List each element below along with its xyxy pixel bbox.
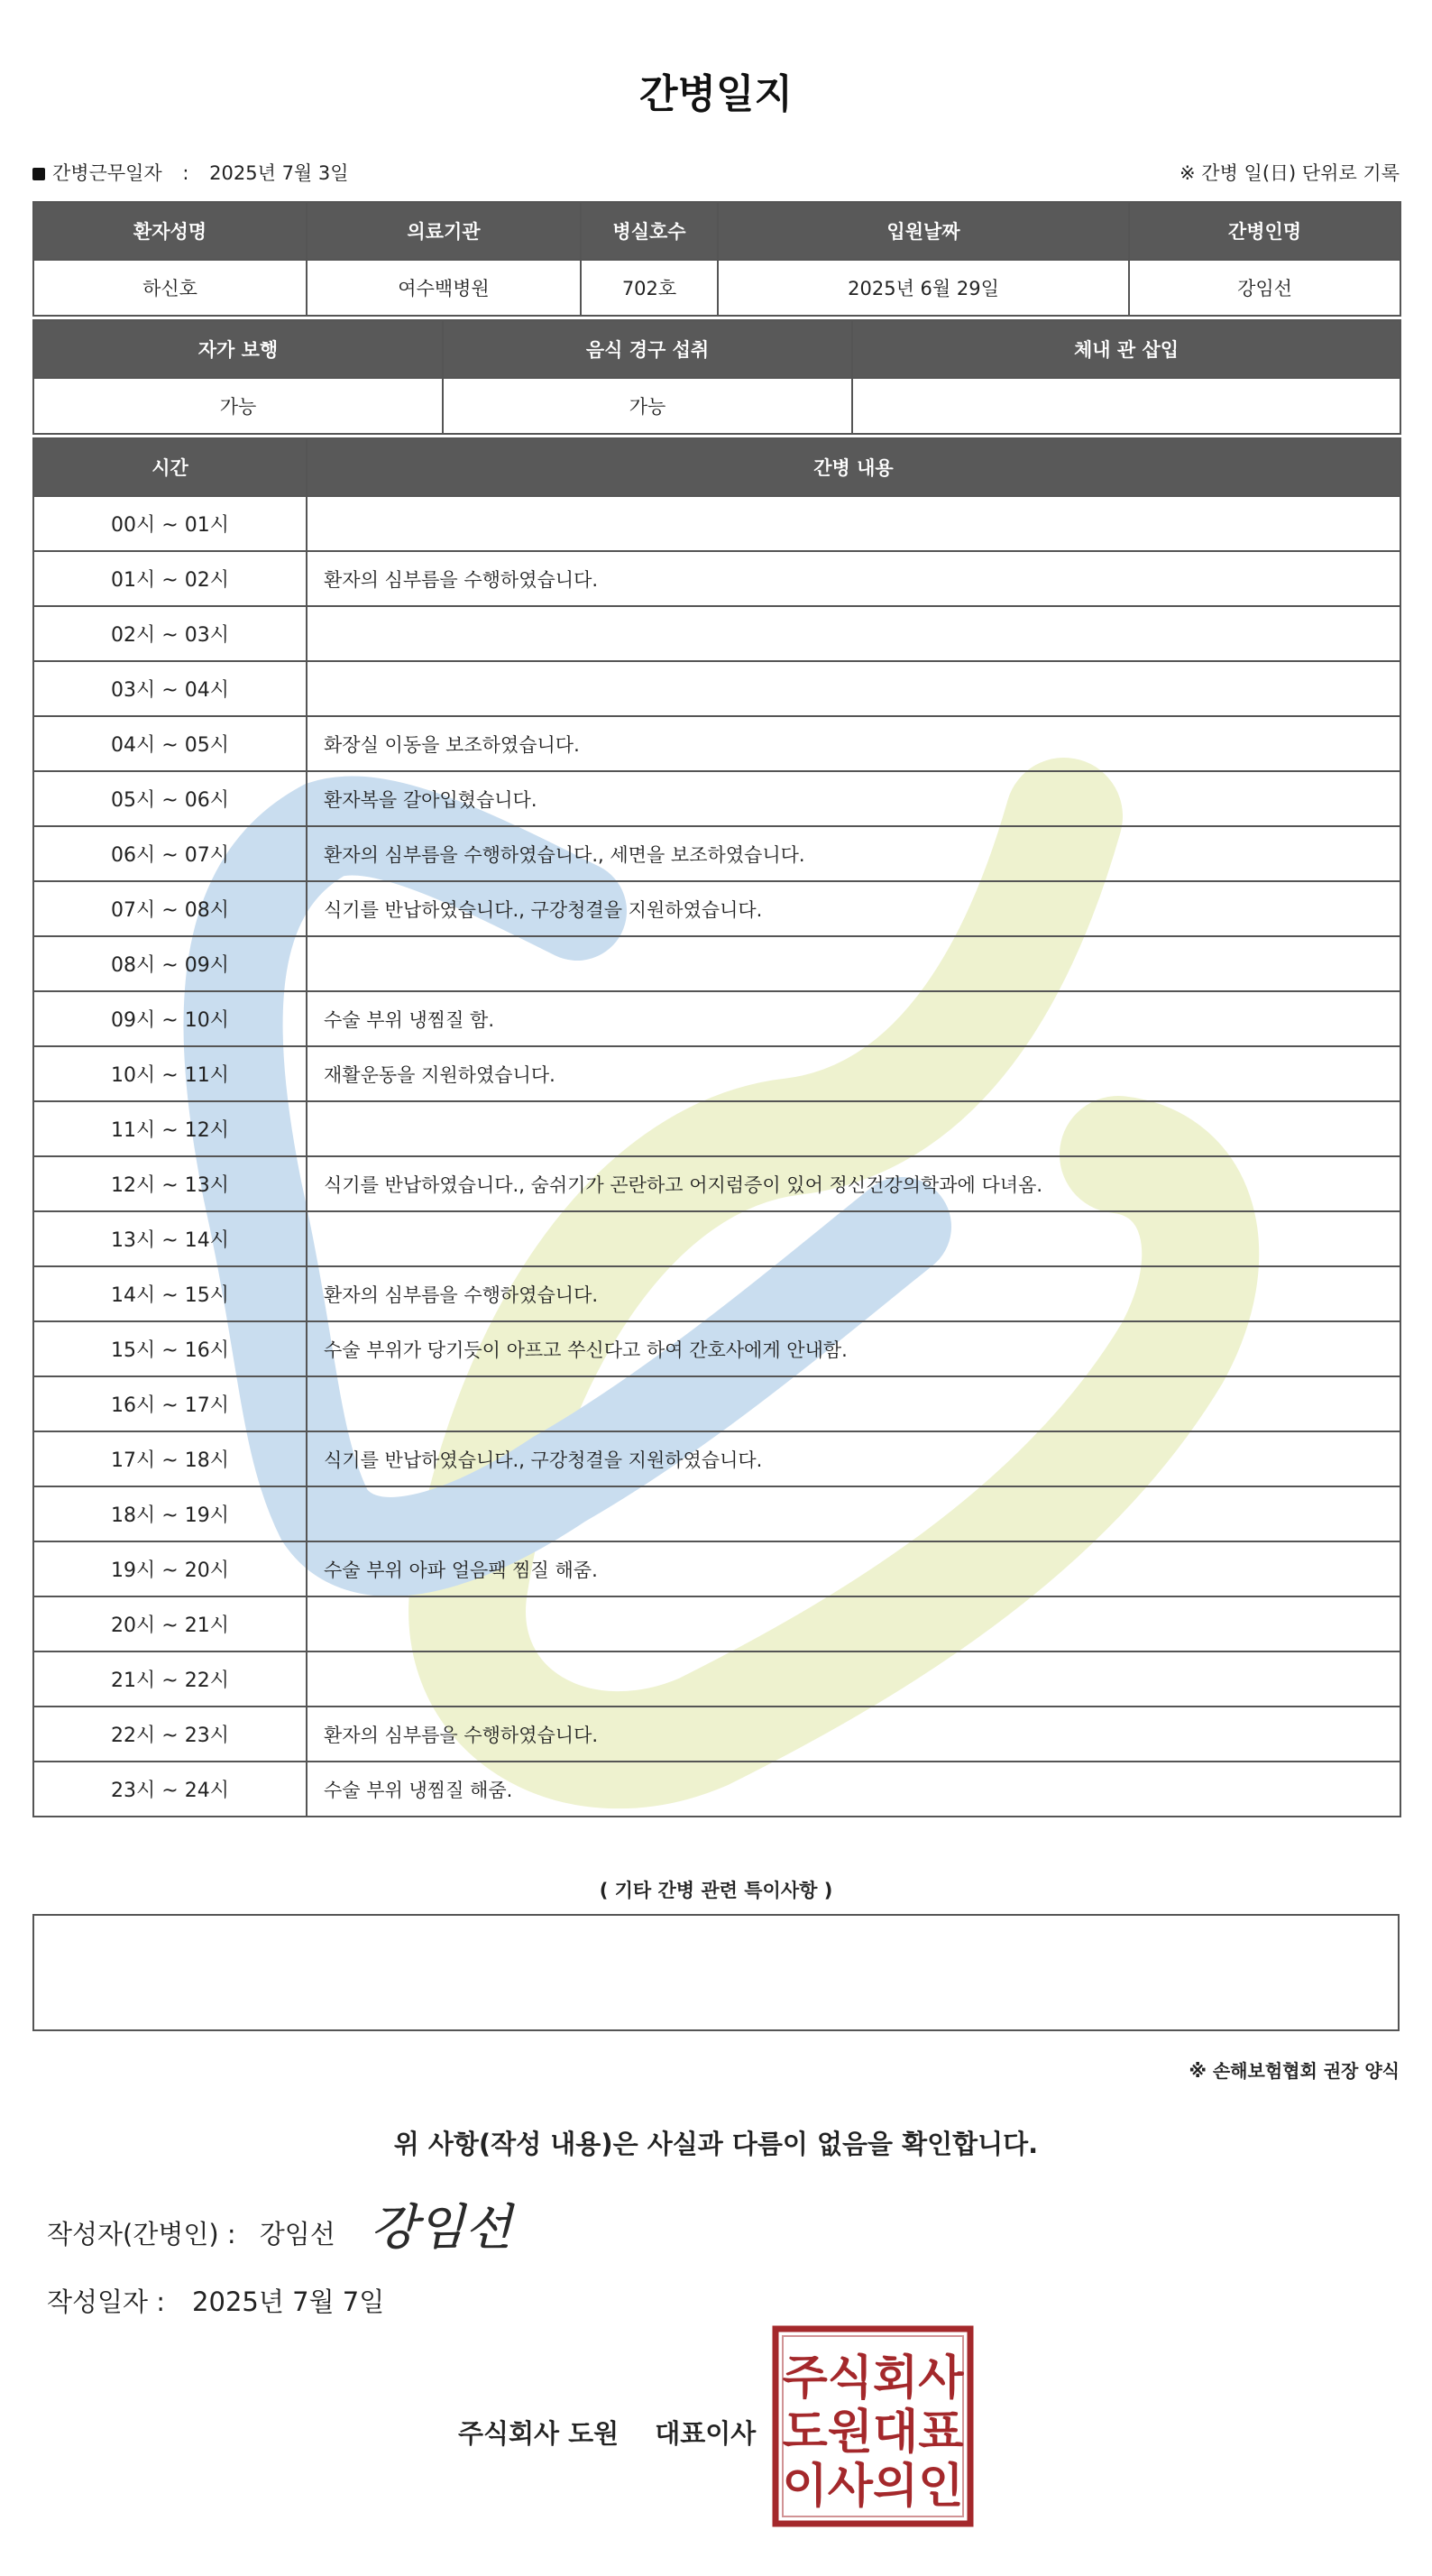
room-number: 702호 xyxy=(581,260,718,316)
header-admission-date: 입원날짜 xyxy=(718,202,1129,260)
row-content xyxy=(307,936,1400,991)
row-content: 화장실 이동을 보조하였습니다. xyxy=(307,716,1400,771)
row-content xyxy=(307,1101,1400,1156)
row-content: 수술 부위 냉찜질 함. xyxy=(307,991,1400,1046)
tube-insertion-value xyxy=(852,378,1400,434)
row-content: 재활운동을 지원하였습니다. xyxy=(307,1046,1400,1101)
row-time: 12시 ~ 13시 xyxy=(33,1156,307,1211)
document-title: 간병일지 xyxy=(638,71,793,117)
table-row xyxy=(33,1046,1400,1101)
status-table xyxy=(32,319,1401,435)
row-time: 16시 ~ 17시 xyxy=(33,1376,307,1431)
table-row xyxy=(33,606,1400,661)
row-content xyxy=(307,496,1400,551)
company-line xyxy=(458,2414,756,2451)
seal-line-1: 주식회사 xyxy=(782,2351,964,2406)
header-room: 병실호수 xyxy=(581,202,718,260)
row-content: 환자의 심부름을 수행하였습니다., 세면을 보조하였습니다. xyxy=(307,826,1400,881)
table-row xyxy=(33,771,1400,826)
seal-line-3: 이사의인 xyxy=(782,2460,964,2514)
row-content: 수술 부위 냉찜질 해줌. xyxy=(307,1762,1400,1817)
status-value-row xyxy=(33,378,1400,434)
patient-info-table xyxy=(32,201,1401,317)
table-row xyxy=(33,991,1400,1046)
table-row xyxy=(33,496,1400,551)
log-header-row xyxy=(33,438,1400,496)
recommend-note: ※ 손해보험협회 권장 양식 xyxy=(1189,2060,1400,2082)
writer-name: 강임선 xyxy=(259,2219,335,2249)
table-row xyxy=(33,551,1400,606)
row-time: 02시 ~ 03시 xyxy=(33,606,307,661)
extra-notes-box xyxy=(32,1914,1400,2031)
header-time: 시간 xyxy=(33,438,307,496)
table-row xyxy=(33,1101,1400,1156)
table-row xyxy=(33,1596,1400,1651)
signature-text: 강임선 xyxy=(371,2199,512,2256)
header-oral-intake: 음식 경구 섭취 xyxy=(443,320,852,378)
work-date-label: 간병근무일자 xyxy=(52,162,162,184)
row-content: 식기를 반납하였습니다., 구강청결을 지원하였습니다. xyxy=(307,881,1400,936)
work-date-separator: : xyxy=(182,162,189,184)
row-content xyxy=(307,1651,1400,1707)
row-time: 21시 ~ 22시 xyxy=(33,1651,307,1707)
row-content xyxy=(307,1376,1400,1431)
date-label: 작성일자 : xyxy=(47,2286,166,2317)
company-seal-stamp xyxy=(772,2325,974,2527)
row-content: 수술 부위 아파 얼음팩 찜질 해줌. xyxy=(307,1541,1400,1596)
row-content xyxy=(307,606,1400,661)
handwritten-signature xyxy=(365,2192,537,2264)
row-content: 식기를 반납하였습니다., 구강청결을 지원하였습니다. xyxy=(307,1431,1400,1486)
row-time: 08시 ~ 09시 xyxy=(33,936,307,991)
row-time: 22시 ~ 23시 xyxy=(33,1707,307,1762)
table-row xyxy=(33,1321,1400,1376)
table-row xyxy=(33,1541,1400,1596)
table-row xyxy=(33,1156,1400,1211)
bullet-icon xyxy=(32,168,45,180)
confirm-statement: 위 사항(작성 내용)은 사실과 다름이 없음을 확인합니다. xyxy=(393,2129,1039,2159)
row-time: 17시 ~ 18시 xyxy=(33,1431,307,1486)
table-row xyxy=(33,1651,1400,1707)
header-care-content: 간병 내용 xyxy=(307,438,1400,496)
header-self-walking: 자가 보행 xyxy=(33,320,443,378)
care-log-table xyxy=(32,437,1401,1817)
patient-name: 하신호 xyxy=(33,260,307,316)
row-time: 10시 ~ 11시 xyxy=(33,1046,307,1101)
row-time: 06시 ~ 07시 xyxy=(33,826,307,881)
caregiver-name: 강임선 xyxy=(1129,260,1400,316)
table-row xyxy=(33,826,1400,881)
work-date-value: 2025년 7월 3일 xyxy=(209,162,349,184)
table-row xyxy=(33,1486,1400,1541)
row-time: 01시 ~ 02시 xyxy=(33,551,307,606)
row-time: 07시 ~ 08시 xyxy=(33,881,307,936)
row-time: 14시 ~ 15시 xyxy=(33,1266,307,1321)
row-content: 환자복을 갈아입혔습니다. xyxy=(307,771,1400,826)
hospital-name: 여수백병원 xyxy=(307,260,581,316)
header-hospital: 의료기관 xyxy=(307,202,581,260)
patient-header-row xyxy=(33,202,1400,260)
writer-line xyxy=(47,2214,335,2251)
status-header-row xyxy=(33,320,1400,378)
oral-intake-value: 가능 xyxy=(443,378,852,434)
row-time: 15시 ~ 16시 xyxy=(33,1321,307,1376)
self-walking-value: 가능 xyxy=(33,378,443,434)
admission-date: 2025년 6월 29일 xyxy=(718,260,1129,316)
row-time: 09시 ~ 10시 xyxy=(33,991,307,1046)
row-time: 18시 ~ 19시 xyxy=(33,1486,307,1541)
row-content: 환자의 심부름을 수행하였습니다. xyxy=(307,551,1400,606)
row-content: 수술 부위가 당기듯이 아프고 쑤신다고 하여 간호사에게 안내함. xyxy=(307,1321,1400,1376)
writer-label: 작성자(간병인) : xyxy=(47,2219,236,2249)
table-row xyxy=(33,1707,1400,1762)
patient-value-row xyxy=(33,260,1400,316)
log-rows xyxy=(33,496,1400,1817)
table-row xyxy=(33,1431,1400,1486)
header-caregiver: 간병인명 xyxy=(1129,202,1400,260)
row-time: 00시 ~ 01시 xyxy=(33,496,307,551)
row-time: 03시 ~ 04시 xyxy=(33,661,307,716)
row-content xyxy=(307,1486,1400,1541)
table-row xyxy=(33,881,1400,936)
row-content xyxy=(307,1596,1400,1651)
work-date xyxy=(32,159,349,186)
table-row xyxy=(33,1376,1400,1431)
row-time: 23시 ~ 24시 xyxy=(33,1762,307,1817)
row-time: 05시 ~ 06시 xyxy=(33,771,307,826)
row-content: 환자의 심부름을 수행하였습니다. xyxy=(307,1266,1400,1321)
row-content: 식기를 반납하였습니다., 숨쉬기가 곤란하고 어지럼증이 있어 정신건강의학과에 다녀옴. xyxy=(307,1156,1400,1211)
table-row xyxy=(33,1211,1400,1266)
row-time: 04시 ~ 05시 xyxy=(33,716,307,771)
table-row xyxy=(33,1762,1400,1817)
row-content xyxy=(307,1211,1400,1266)
row-time: 20시 ~ 21시 xyxy=(33,1596,307,1651)
table-row xyxy=(33,661,1400,716)
header-patient-name: 환자성명 xyxy=(33,202,307,260)
row-content: 환자의 심부름을 수행하였습니다. xyxy=(307,1707,1400,1762)
seal-line-2: 도원대표 xyxy=(782,2406,964,2460)
row-content xyxy=(307,661,1400,716)
table-row xyxy=(33,1266,1400,1321)
date-value: 2025년 7월 7일 xyxy=(192,2286,385,2317)
table-row xyxy=(33,716,1400,771)
record-note: ※ 간병 일(日) 단위로 기록 xyxy=(1180,162,1400,184)
header-tube-insertion: 체내 관 삽입 xyxy=(852,320,1400,378)
table-row xyxy=(33,936,1400,991)
ceo-title: 대표이사 xyxy=(655,2418,757,2449)
row-time: 19시 ~ 20시 xyxy=(33,1541,307,1596)
row-time: 13시 ~ 14시 xyxy=(33,1211,307,1266)
company-name: 주식회사 도원 xyxy=(458,2418,620,2449)
extra-notes-title: ( 기타 간병 관련 특이사항 ) xyxy=(599,1880,833,1901)
row-time: 11시 ~ 12시 xyxy=(33,1101,307,1156)
written-date-line xyxy=(47,2282,384,2319)
